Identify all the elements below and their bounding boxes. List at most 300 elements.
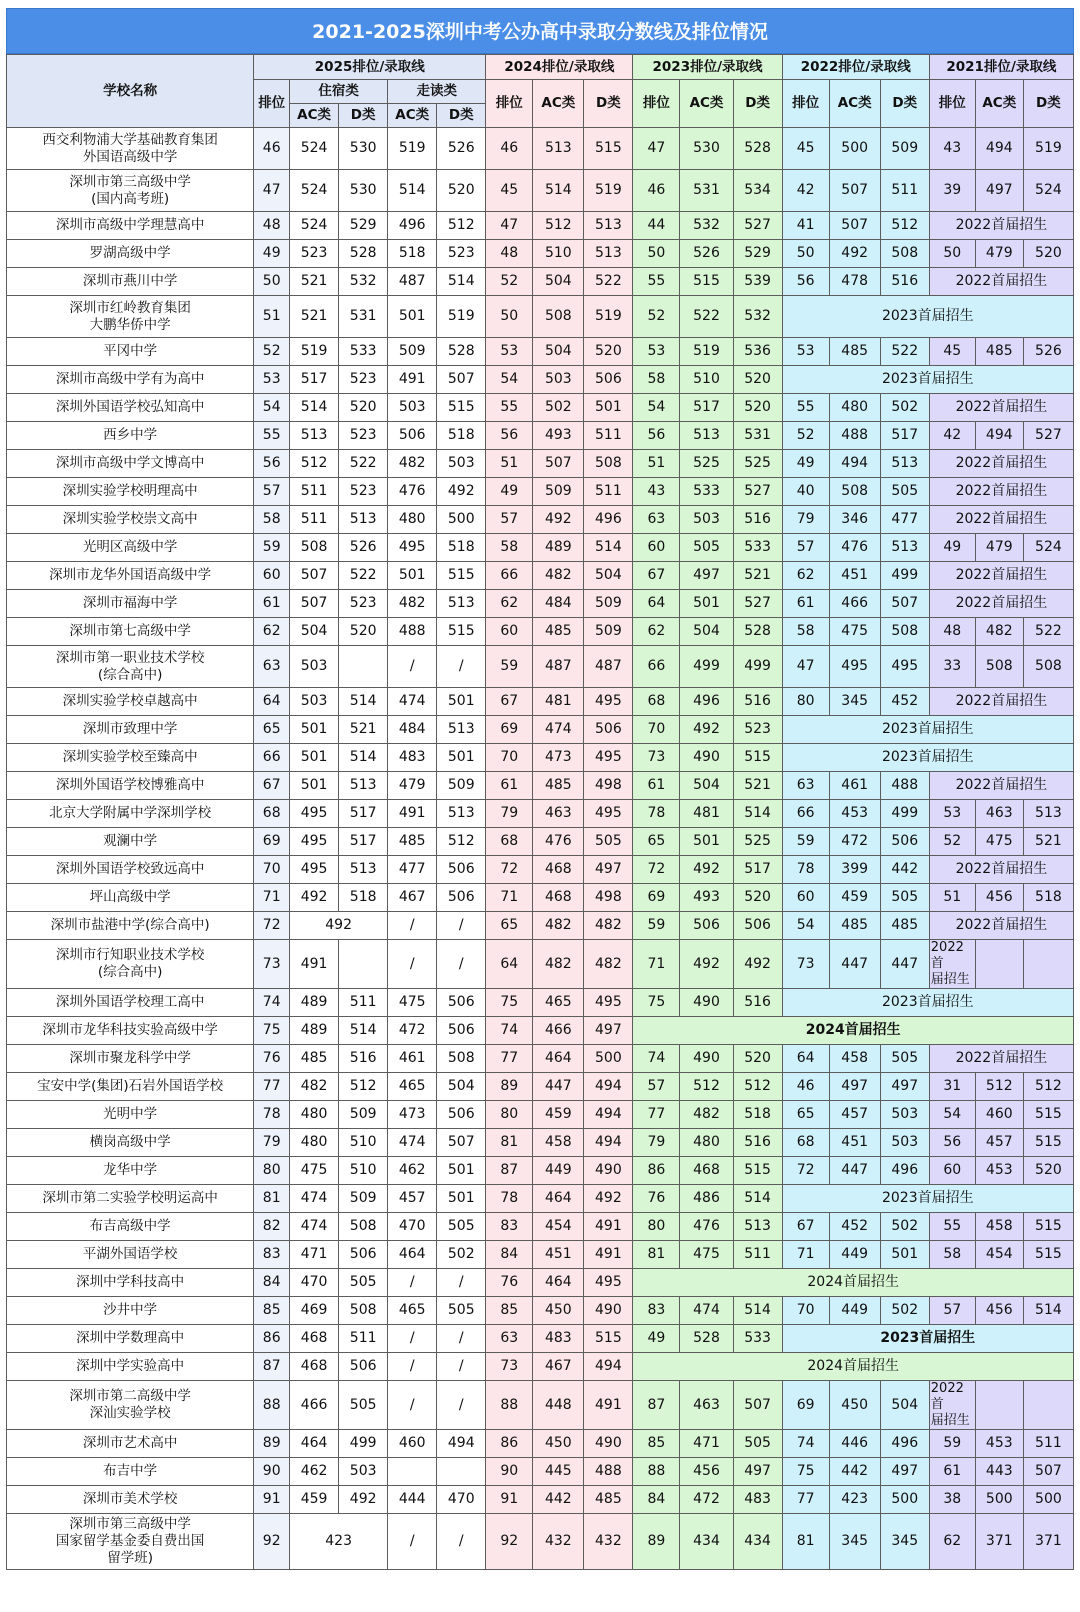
- rank-2025: 50: [254, 268, 290, 296]
- boarding-ac-2025: 489: [290, 989, 339, 1017]
- ac-2023: 475: [680, 1241, 733, 1269]
- day-ac-2025: 473: [388, 1101, 437, 1129]
- ac-2022: 447: [829, 1157, 880, 1185]
- boarding-d-2025: 514: [339, 744, 388, 772]
- table-row: [7, 1017, 1074, 1045]
- d-2022: 505: [880, 884, 929, 912]
- d-2021: 520: [1023, 240, 1073, 268]
- table-row: [7, 688, 1074, 716]
- boarding-d-2025: 517: [339, 800, 388, 828]
- ac-2022: 446: [829, 1430, 880, 1458]
- rank-2023: 46: [633, 170, 680, 212]
- d-2024: 495: [584, 744, 633, 772]
- rank-2024: 63: [486, 1325, 533, 1353]
- ac-2023: 476: [680, 1213, 733, 1241]
- d-2022: 452: [880, 688, 929, 716]
- ac-2021: 453: [975, 1430, 1023, 1458]
- rank-2023: 47: [633, 128, 680, 170]
- boarding-d-2025: 512: [339, 1073, 388, 1101]
- rank-2023: 67: [633, 562, 680, 590]
- rank-2023: 68: [633, 688, 680, 716]
- table-row: [7, 590, 1074, 618]
- ac-2024: 481: [533, 688, 584, 716]
- ac-2022: 452: [829, 1213, 880, 1241]
- day-d-2025: 501: [437, 1185, 486, 1213]
- d-2022: 496: [880, 1430, 929, 1458]
- ac-2022: 449: [829, 1297, 880, 1325]
- day-d-2025: 515: [437, 562, 486, 590]
- rank-2023: 52: [633, 296, 680, 338]
- ac-2024: 454: [533, 1213, 584, 1241]
- table-row: [7, 422, 1074, 450]
- school-name: [7, 716, 254, 744]
- boarding-ac-2025: 517: [290, 366, 339, 394]
- d-2022: 505: [880, 1045, 929, 1073]
- day-ac-2025: 495: [388, 534, 437, 562]
- ac-2023: 503: [680, 506, 733, 534]
- table-row: [7, 989, 1074, 1017]
- rank-2021: 51: [929, 884, 975, 912]
- school-name: [7, 1514, 254, 1570]
- d-2021: 515: [1023, 1101, 1073, 1129]
- d-2023: 529: [733, 240, 782, 268]
- rank-2022: 56: [782, 268, 829, 296]
- table-row: [7, 1486, 1074, 1514]
- school-name: [7, 506, 254, 534]
- rank-2021: 45: [929, 338, 975, 366]
- rank-2025: 84: [254, 1269, 290, 1297]
- ac-2023: 499: [680, 646, 733, 688]
- day-ac-2025: /: [388, 940, 437, 989]
- rank-2022: 67: [782, 1213, 829, 1241]
- boarding-ac-2025: 466: [290, 1381, 339, 1430]
- ac-2024: 465: [533, 989, 584, 1017]
- d-2022: 499: [880, 562, 929, 590]
- school-name-line: 光明区高级中学: [82, 539, 178, 555]
- ac-2023: 492: [680, 940, 733, 989]
- ac-2022: 442: [829, 1458, 880, 1486]
- d-2021: 515: [1023, 1129, 1073, 1157]
- school-name-line: 深圳中学科技高中: [76, 1274, 185, 1290]
- rank-2022: 58: [782, 618, 829, 646]
- rank-2023: 71: [633, 940, 680, 989]
- d-2024: 504: [584, 562, 633, 590]
- rank-2023: 73: [633, 744, 680, 772]
- rank-2024: 66: [486, 562, 533, 590]
- ac-2024: 482: [533, 562, 584, 590]
- table-row: [7, 828, 1074, 856]
- d-2022: 488: [880, 772, 929, 800]
- school-name: [7, 394, 254, 422]
- ac-2023: 504: [680, 772, 733, 800]
- rank-2023: 80: [633, 1213, 680, 1241]
- school-name-line: (综合高中): [97, 964, 163, 980]
- d-2022: 517: [880, 422, 929, 450]
- d-2022: 511: [880, 170, 929, 212]
- school-name: [7, 422, 254, 450]
- day-d-2025: 505: [437, 1297, 486, 1325]
- rank-2023: 86: [633, 1157, 680, 1185]
- ac-2022: 451: [829, 562, 880, 590]
- table-row: [7, 534, 1074, 562]
- d-2023: 514: [733, 800, 782, 828]
- d-2022: 516: [880, 268, 929, 296]
- ac-2024: 485: [533, 618, 584, 646]
- d-2024: 495: [584, 1269, 633, 1297]
- d-2021: 521: [1023, 828, 1073, 856]
- rank-2022: 42: [782, 170, 829, 212]
- d-2024: 506: [584, 366, 633, 394]
- ac-header: AC类: [680, 80, 733, 128]
- rank-2024: 79: [486, 800, 533, 828]
- ac-2022: 450: [829, 1381, 880, 1430]
- ac-2023: 519: [680, 338, 733, 366]
- rank-2023: 78: [633, 800, 680, 828]
- d-2024: 494: [584, 1353, 633, 1381]
- boarding-d-2025: 505: [339, 1269, 388, 1297]
- table-row: [7, 1073, 1074, 1101]
- year-2023-header: 2023排位/录取线: [633, 55, 782, 80]
- ac-2023: 463: [680, 1381, 733, 1430]
- d-2023: 525: [733, 450, 782, 478]
- d-2024: 485: [584, 1486, 633, 1514]
- rank-2024: 50: [486, 296, 533, 338]
- d-2022: 505: [880, 478, 929, 506]
- school-name-header: 学校名称: [7, 55, 254, 128]
- d-2022: 499: [880, 800, 929, 828]
- day-d-2025: 515: [437, 394, 486, 422]
- rank-2025: 71: [254, 884, 290, 912]
- day-ac-2025: 514: [388, 170, 437, 212]
- d-2022: 502: [880, 394, 929, 422]
- first-enrollment-note: 2023首届招生: [782, 744, 1073, 772]
- school-name-line: 西乡中学: [103, 427, 158, 443]
- day-ac-2025: 475: [388, 989, 437, 1017]
- day-ac-2025: 460: [388, 1430, 437, 1458]
- ac-2024: 442: [533, 1486, 584, 1514]
- school-name: [7, 590, 254, 618]
- first-enrollment-note: 2022首届招生: [929, 212, 1073, 240]
- day-d-2025: 506: [437, 856, 486, 884]
- table-row: [7, 1381, 1074, 1430]
- rank-2021: 61: [929, 1458, 975, 1486]
- rank-2021: 49: [929, 534, 975, 562]
- day-d-2025: 501: [437, 744, 486, 772]
- rank-2022: 59: [782, 828, 829, 856]
- ac-2024: 445: [533, 1458, 584, 1486]
- boarding-d-2025: 514: [339, 1017, 388, 1045]
- ac-2023: 517: [680, 394, 733, 422]
- boarding-ac-2025: 485: [290, 1045, 339, 1073]
- rank-2024: 59: [486, 646, 533, 688]
- first-enrollment-note: 2023首届招生: [782, 1325, 1073, 1353]
- ac-2024: 513: [533, 128, 584, 170]
- rank-2025: 89: [254, 1430, 290, 1458]
- day-ac-2025: [388, 1458, 437, 1486]
- school-name: [7, 772, 254, 800]
- day-ac-2025: 480: [388, 506, 437, 534]
- first-enrollment-note: 2022首届招生: [929, 394, 1073, 422]
- day-ac-2025: 457: [388, 1185, 437, 1213]
- rank-2025: 49: [254, 240, 290, 268]
- rank-2023: 79: [633, 1129, 680, 1157]
- d-2023: 523: [733, 716, 782, 744]
- school-name: [7, 912, 254, 940]
- rank-2023: 49: [633, 1325, 680, 1353]
- boarding-d-2025: 528: [339, 240, 388, 268]
- rank-header: 排位: [929, 80, 975, 128]
- ac-2024: 432: [533, 1514, 584, 1570]
- rank-2021: 59: [929, 1430, 975, 1458]
- first-enrollment-note: 2022首届招生: [929, 562, 1073, 590]
- day-d-2025: /: [437, 1381, 486, 1430]
- boarding-d-2025: 523: [339, 366, 388, 394]
- d-2022: 502: [880, 1297, 929, 1325]
- ac-2022: 472: [829, 828, 880, 856]
- table-row: [7, 1430, 1074, 1458]
- rank-2022: 50: [782, 240, 829, 268]
- boarding-ac-2025: 492: [290, 884, 339, 912]
- school-name-line: 深圳市第三高级中学: [69, 173, 191, 190]
- boarding-d-2025: 511: [339, 1325, 388, 1353]
- d-2022: 485: [880, 912, 929, 940]
- school-name: [7, 828, 254, 856]
- first-enrollment-note: 2023首届招生: [782, 716, 1073, 744]
- d-2023: 516: [733, 688, 782, 716]
- day-ac-2025: 479: [388, 772, 437, 800]
- rank-2022: 68: [782, 1129, 829, 1157]
- ac-2023: 532: [680, 212, 733, 240]
- d-2023: 434: [733, 1514, 782, 1570]
- ac-2024: 448: [533, 1381, 584, 1430]
- boarding-ac-2025: 524: [290, 170, 339, 212]
- day-ac-2025: 482: [388, 450, 437, 478]
- rank-2022: 46: [782, 1073, 829, 1101]
- boarding-ac-2025: 468: [290, 1353, 339, 1381]
- d-2023: 513: [733, 1213, 782, 1241]
- page-title: 2021-2025深圳中考公办高中录取分数线及排位情况: [6, 8, 1074, 54]
- rank-header: 排位: [782, 80, 829, 128]
- school-name-line: 深圳市第二实验学校明运高中: [42, 1190, 218, 1206]
- boarding-d-2025: 520: [339, 394, 388, 422]
- school-name-line: 坪山高级中学: [89, 889, 171, 905]
- rank-2023: 55: [633, 268, 680, 296]
- ac-2024: 482: [533, 912, 584, 940]
- d-2023: 525: [733, 828, 782, 856]
- table-row: [7, 394, 1074, 422]
- boarding-ac-2025: 501: [290, 744, 339, 772]
- ac-2022: 345: [829, 688, 880, 716]
- school-name-line: 留学班): [107, 1550, 154, 1566]
- school-name-line: 深圳市龙华科技实验高级中学: [42, 1022, 218, 1038]
- boarding-d-2025: 513: [339, 772, 388, 800]
- rank-2023: 72: [633, 856, 680, 884]
- rank-2023: 88: [633, 1458, 680, 1486]
- rank-2022: 57: [782, 534, 829, 562]
- rank-2025: 65: [254, 716, 290, 744]
- table-row: [7, 296, 1074, 338]
- ac-2023: 528: [680, 1325, 733, 1353]
- day-ac-2025: 444: [388, 1486, 437, 1514]
- rank-2022: 41: [782, 212, 829, 240]
- rank-2023: 51: [633, 450, 680, 478]
- day-ac-2025: 465: [388, 1297, 437, 1325]
- rank-2021: 55: [929, 1213, 975, 1241]
- d-2024: 520: [584, 338, 633, 366]
- ac-2023: 492: [680, 716, 733, 744]
- rank-2023: 83: [633, 1297, 680, 1325]
- rank-2024: 56: [486, 422, 533, 450]
- d-2024: 497: [584, 856, 633, 884]
- d-2023: 505: [733, 1430, 782, 1458]
- d-2021: 515: [1023, 1213, 1073, 1241]
- rank-2025: 66: [254, 744, 290, 772]
- school-name-line: 国家留学基金委自费出国: [55, 1533, 205, 1549]
- day-ac-2025: 464: [388, 1241, 437, 1269]
- rank-2025: 67: [254, 772, 290, 800]
- d-2022: 508: [880, 618, 929, 646]
- day-ac-2025: 518: [388, 240, 437, 268]
- ac-2022: 488: [829, 422, 880, 450]
- rank-2025: 48: [254, 212, 290, 240]
- ac-2022: 507: [829, 212, 880, 240]
- day-ac-2025: 487: [388, 268, 437, 296]
- rank-2025: 86: [254, 1325, 290, 1353]
- rank-2025: 92: [254, 1514, 290, 1570]
- school-name: [7, 1430, 254, 1458]
- ac-2024: 493: [533, 422, 584, 450]
- ac-2024: 468: [533, 884, 584, 912]
- ac-2021: [975, 1381, 1023, 1430]
- boarding-d-2025: 506: [339, 1353, 388, 1381]
- ac-2024: 464: [533, 1045, 584, 1073]
- boarding-ac-2025: 514: [290, 394, 339, 422]
- day-d-2025: 520: [437, 170, 486, 212]
- d-2024: 522: [584, 268, 633, 296]
- rank-2022: 55: [782, 394, 829, 422]
- ac-2023: 490: [680, 989, 733, 1017]
- boarding-d-2025: 523: [339, 422, 388, 450]
- day-d-2025: 501: [437, 1157, 486, 1185]
- rank-2022: 79: [782, 506, 829, 534]
- ac-2024: 483: [533, 1325, 584, 1353]
- rank-2021: 54: [929, 1101, 975, 1129]
- rank-2021: 43: [929, 128, 975, 170]
- rank-2025: 53: [254, 366, 290, 394]
- day-d-2025: /: [437, 1269, 486, 1297]
- table-row: [7, 800, 1074, 828]
- boarding-d-2025: 503: [339, 1458, 388, 1486]
- ac-2022: 507: [829, 170, 880, 212]
- rank-2025: 55: [254, 422, 290, 450]
- rank-2025: 77: [254, 1073, 290, 1101]
- d-2021: 526: [1023, 338, 1073, 366]
- rank-2024: 91: [486, 1486, 533, 1514]
- table-row: [7, 338, 1074, 366]
- rank-2025: 47: [254, 170, 290, 212]
- rank-2022: 54: [782, 912, 829, 940]
- day-d-2025: 470: [437, 1486, 486, 1514]
- ac-2024: 492: [533, 506, 584, 534]
- ac-2023: 533: [680, 478, 733, 506]
- d-2024: 501: [584, 394, 633, 422]
- boarding-ac-2025: 511: [290, 506, 339, 534]
- school-name-line: 深圳外国语学校理工高中: [55, 994, 205, 1010]
- school-name: [7, 1325, 254, 1353]
- table-row: [7, 1045, 1074, 1073]
- day-d-2025: /: [437, 912, 486, 940]
- day-d-2025: 506: [437, 884, 486, 912]
- d-2023: 532: [733, 296, 782, 338]
- school-name-line: 横岗高级中学: [89, 1134, 171, 1150]
- day-d-2025: 507: [437, 366, 486, 394]
- ac-2023: 505: [680, 534, 733, 562]
- school-name: [7, 1381, 254, 1430]
- rank-2025: 75: [254, 1017, 290, 1045]
- rank-2021: 62: [929, 1514, 975, 1570]
- day-d-2025: 506: [437, 1101, 486, 1129]
- boarding-ac-2025: 491: [290, 940, 339, 989]
- d-2022: 502: [880, 1213, 929, 1241]
- day-d-2025: /: [437, 1514, 486, 1570]
- school-name: [7, 240, 254, 268]
- d-2024: 506: [584, 716, 633, 744]
- rank-2021: 48: [929, 618, 975, 646]
- d-2024: 491: [584, 1381, 633, 1430]
- ac-2021: 494: [975, 422, 1023, 450]
- rank-2021: 31: [929, 1073, 975, 1101]
- rank-2023: 77: [633, 1101, 680, 1129]
- day-student-header: 走读类: [388, 80, 486, 104]
- boarding-d-2025: 514: [339, 688, 388, 716]
- school-name: [7, 170, 254, 212]
- day-d-2025: 492: [437, 478, 486, 506]
- boarding-d-2025: 505: [339, 1381, 388, 1430]
- boarding-d-2025: 531: [339, 296, 388, 338]
- day-ac-2025: /: [388, 1514, 437, 1570]
- table-row: [7, 240, 1074, 268]
- rank-2024: 72: [486, 856, 533, 884]
- rank-2021: 42: [929, 422, 975, 450]
- d-2024: 519: [584, 296, 633, 338]
- ac-2023: 434: [680, 1514, 733, 1570]
- ac-2022: 494: [829, 450, 880, 478]
- ac-2022: 475: [829, 618, 880, 646]
- school-name: [7, 128, 254, 170]
- school-name: [7, 1157, 254, 1185]
- school-name-line: 深圳市高级中学理慧高中: [55, 217, 205, 233]
- boarding-ac-2025: 480: [290, 1101, 339, 1129]
- day-d-2025: 514: [437, 268, 486, 296]
- ac-2021: 479: [975, 534, 1023, 562]
- rank-2023: 54: [633, 394, 680, 422]
- school-name-line: 沙井中学: [103, 1302, 158, 1318]
- day-ac-2025: 482: [388, 590, 437, 618]
- first-enrollment-note: 2022首届招生: [929, 688, 1073, 716]
- school-name-line: 平冈中学: [103, 343, 158, 359]
- rank-2023: 89: [633, 1514, 680, 1570]
- ac-2024: 464: [533, 1185, 584, 1213]
- d-2023: 511: [733, 1241, 782, 1269]
- year-2022-header: 2022排位/录取线: [782, 55, 929, 80]
- d-2022: 496: [880, 1157, 929, 1185]
- day-ac-2025: /: [388, 1353, 437, 1381]
- table-row: [7, 940, 1074, 989]
- day-d-2025: 503: [437, 450, 486, 478]
- ac-2021: 463: [975, 800, 1023, 828]
- school-name: [7, 618, 254, 646]
- rank-header: 排位: [486, 80, 533, 128]
